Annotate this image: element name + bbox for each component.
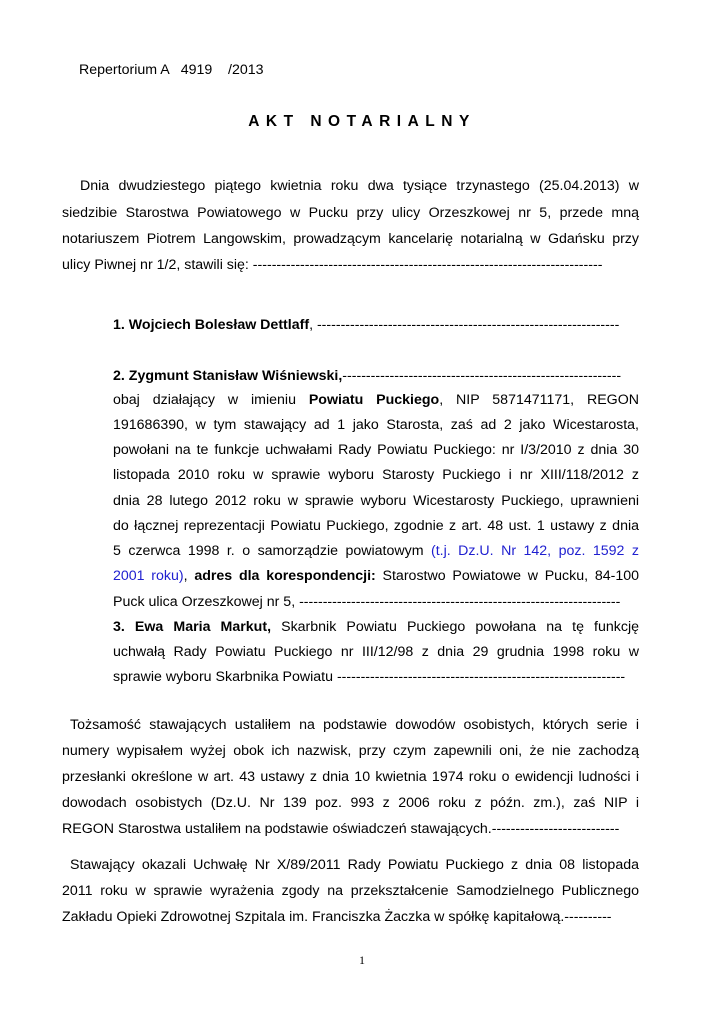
resolution-line-3: Zakładu Opieki Zdrowotnej Szpitala im. Franciszka Żaczka w spółkę kapitałową.----------	[62, 909, 612, 925]
repertorium-number: Repertorium A 4919 /2013	[79, 62, 264, 78]
party-2-name: 2. Zygmunt Stanisław Wiśniewski,	[113, 368, 343, 384]
party-3-line-2: uchwałą Rady Powiatu Puckiego nr III/12/98 z dnia 29 grudnia 1998 roku w	[113, 644, 639, 660]
party-3: 3. Ewa Maria Markut, Skarbnik Powiatu Puckiego powołana na tę funkcję	[113, 619, 639, 635]
page-number: 1	[359, 953, 365, 967]
party-3-name: 3. Ewa Maria Markut,	[113, 619, 272, 635]
party-1-dashes: , ----------------------------------------------------------------	[309, 317, 620, 333]
party-2-line-9: Puck ulica Orzeszkowej nr 5, --------------------------------------------------------------------	[113, 594, 621, 610]
intro-line-1: Dnia dwudziestego piątego kwietnia roku dwa tysiące trzynastego (25.04.2013) w	[80, 178, 639, 194]
party-2-line-2: 191686390, w tym stawający ad 1 jako Starosta, zaś ad 2 jako Wicestarosta,	[113, 417, 639, 433]
document-title: AKT NOTARIALNY	[248, 113, 476, 130]
party-2-line-6: do łącznej reprezentacji Powiatu Puckiego, zgodnie z art. 48 ust. 1 ustawy z dnia	[113, 518, 639, 534]
resolution-line-1: Stawający okazali Uchwałę Nr X/89/2011 Rady Powiatu Puckiego z dnia 08 listopada	[70, 857, 639, 873]
legal-reference-link: (t.j. Dz.U. Nr 142, poz. 1592 z	[430, 543, 639, 559]
resolution-line-2: 2011 roku w sprawie wyrażenia zgody na przekształcenie Samodzielnego Publicznego	[62, 883, 639, 899]
party-2-dashes: -----------------------------------------------------------	[342, 368, 622, 384]
identity-line-1: Tożsamość stawających ustaliłem na podstawie dowodów osobistych, których serie i	[70, 717, 639, 733]
identity-line-5: REGON Starostwa ustaliłem na podstawie oświadczeń stawających.---------------------------	[62, 821, 620, 837]
identity-line-4: dowodach osobistych (Dz.U. Nr 139 poz. 993 z 2006 roku z późn. zm.), zaś NIP i	[62, 795, 639, 811]
party-2-line-5: dnia 28 lutego 2012 roku w sprawie wyboru Wicestarosty Puckiego, uprawnieni	[113, 493, 639, 509]
intro-line-2: siedzibie Starostwa Powiatowego w Pucku przy ulicy Orzeszkowej nr 5, przede mną	[62, 205, 639, 221]
identity-line-2: numery wypisałem wyżej obok ich nazwisk, przy czym zapewnili oni, że nie zachodzą	[62, 743, 639, 759]
party-2-line-1: obaj działający w imieniu Powiatu Puckiego, NIP 5871471171, REGON	[113, 392, 639, 408]
party-2-line-4: listopada 2010 roku w sprawie wyboru Starosty Puckiego i nr XIII/118/2012 z	[113, 467, 639, 483]
party-1-name: 1. Wojciech Bolesław Dettlaff	[113, 317, 310, 333]
party-2-line-3: powołani na te funkcje uchwałami Rady Powiatu Puckiego: nr I/3/2010 z dnia 30	[113, 442, 639, 458]
party-2	[113, 367, 621, 385]
intro-line-4: ulicy Piwnej nr 1/2, stawili się: --------------------------------------------------------------------------	[62, 257, 603, 273]
party-3-line-3: sprawie wyboru Skarbnika Powiatu -------------------------------------------------------------	[113, 669, 626, 685]
party-2-line-7: 5 czerwca 1998 r. o samorządzie powiatowym (t.j. Dz.U. Nr 142, poz. 1592 z	[113, 543, 639, 559]
identity-line-3: przesłanki określone w art. 43 ustawy z dnia 10 kwietnia 1974 roku o ewidencji ludności i	[62, 769, 639, 785]
party-1	[113, 316, 619, 334]
intro-line-3: notariuszem Piotrem Langowskim, prowadzącym kancelarię notarialną w Gdańsku przy	[62, 231, 639, 247]
party-2-line-8: 2001 roku), adres dla korespondencji: Starostwo Powiatowe w Pucku, 84-100	[113, 568, 640, 584]
